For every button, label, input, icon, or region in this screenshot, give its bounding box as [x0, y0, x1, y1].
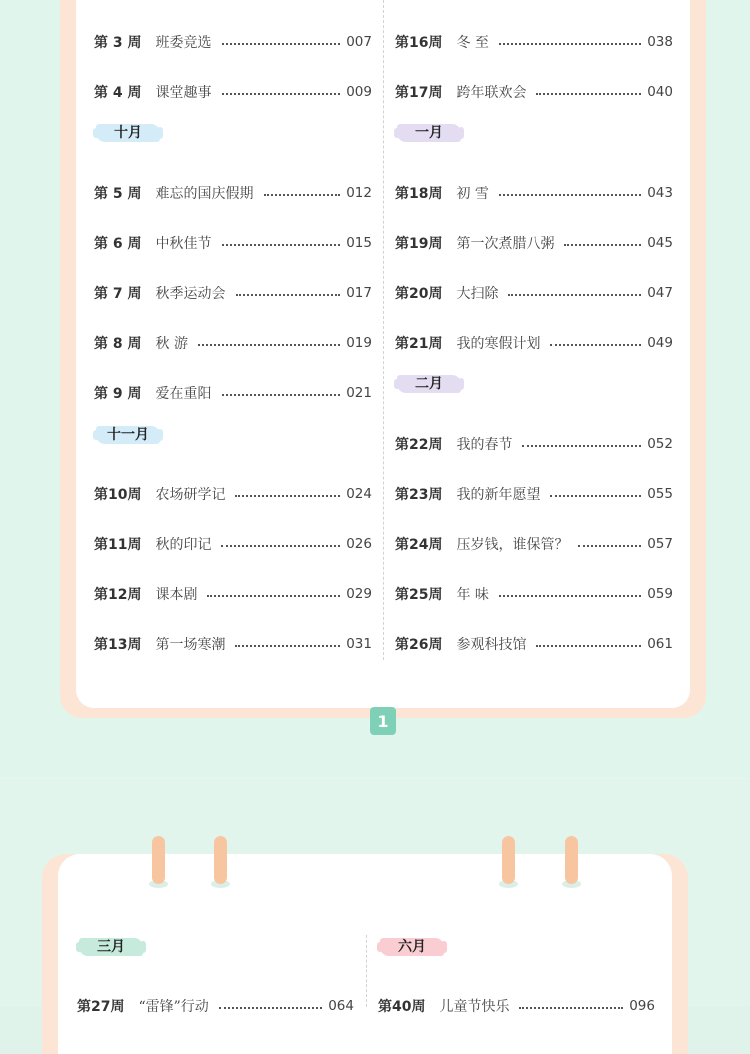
- week-label: 第 5 周: [94, 185, 142, 202]
- leader-dots: [219, 1007, 322, 1009]
- week-label: 第10周: [94, 486, 142, 503]
- entry-title: 压岁钱，谁保管？: [456, 537, 569, 553]
- page-number-badge: 1: [370, 707, 396, 735]
- month-label: 三月: [97, 939, 125, 955]
- toc-entry[interactable]: [94, 80, 372, 104]
- leader-dots: [236, 294, 341, 296]
- leader-dots: [222, 93, 341, 95]
- leader-dots: [536, 93, 641, 95]
- week-label: 第16周: [395, 35, 443, 51]
- week-label: 第26周: [395, 637, 443, 654]
- leader-dots: [550, 344, 641, 346]
- leader-dots: [550, 495, 641, 497]
- leader-dots: [536, 645, 641, 647]
- toc-entry[interactable]: [94, 582, 372, 606]
- toc-entry[interactable]: [395, 80, 673, 104]
- toc-entry[interactable]: [94, 231, 372, 255]
- entry-title: 大扫除: [456, 286, 499, 302]
- leader-dots: [499, 194, 641, 196]
- entry-title: 农场研学记: [155, 486, 226, 503]
- week-label: 第 8 周: [94, 336, 142, 353]
- toc-entry[interactable]: [94, 281, 372, 305]
- entry-title: 我的新年愿望: [456, 486, 541, 503]
- entry-title: 冬 至: [456, 35, 489, 51]
- leader-dots: [578, 545, 641, 547]
- week-label: 第12周: [94, 587, 142, 604]
- week-label: 第 6 周: [94, 235, 142, 252]
- entry-title: 我的寒假计划: [456, 336, 541, 353]
- entry-title: 课本剧: [155, 587, 198, 604]
- toc-entry[interactable]: [395, 532, 673, 556]
- leader-dots: [499, 595, 641, 597]
- leader-dots: [499, 43, 641, 45]
- leader-dots: [198, 344, 340, 346]
- leader-dots: [222, 244, 341, 246]
- binder-ring: [214, 836, 227, 884]
- month-tag: [380, 936, 444, 956]
- week-label: 第22周: [395, 436, 443, 453]
- toc-entry[interactable]: [395, 231, 673, 255]
- entry-title: 秋 游: [155, 336, 188, 353]
- toc-entry[interactable]: [94, 331, 372, 355]
- leader-dots: [207, 595, 340, 597]
- page-number: 055: [647, 485, 673, 502]
- week-label: 第 7 周: [94, 286, 142, 302]
- month-tag: [79, 936, 143, 956]
- binder-ring: [502, 836, 515, 884]
- page-number: 012: [346, 184, 372, 201]
- toc-entry[interactable]: [94, 181, 372, 205]
- leader-dots: [519, 1007, 623, 1009]
- month-label: 六月: [398, 939, 426, 955]
- month-label: 十一月: [107, 426, 149, 443]
- week-label: 第13周: [94, 637, 142, 654]
- week-label: 第 3 周: [94, 35, 142, 51]
- entry-title: 中秋佳节: [155, 235, 212, 252]
- toc-entry[interactable]: [395, 432, 673, 456]
- page-number: 007: [346, 34, 372, 50]
- toc-entry[interactable]: [395, 30, 673, 54]
- page-number: 031: [346, 636, 372, 653]
- entry-title: 跨年联欢会: [456, 85, 527, 102]
- week-label: 第23周: [395, 486, 443, 503]
- week-label: 第24周: [395, 537, 443, 553]
- column-divider-2: [366, 935, 367, 1007]
- page-number: 096: [629, 998, 655, 1014]
- toc-entry[interactable]: [378, 994, 655, 1018]
- month-tag: [96, 424, 160, 444]
- month-tag: [397, 373, 461, 393]
- page-number: 019: [346, 335, 372, 352]
- leader-dots: [508, 294, 641, 296]
- page-number: 021: [346, 385, 372, 402]
- week-label: 第 4 周: [94, 85, 142, 102]
- page-number: 047: [647, 285, 673, 301]
- entry-title: 年 味: [456, 587, 489, 604]
- page-number: 043: [647, 184, 673, 201]
- page-number: 052: [647, 435, 673, 452]
- toc-entry[interactable]: [94, 381, 372, 405]
- week-label: 第19周: [395, 235, 443, 252]
- week-label: 第17周: [395, 85, 443, 102]
- week-label: 第27周: [77, 999, 125, 1015]
- page-number: 029: [346, 586, 372, 603]
- leader-dots: [235, 495, 340, 497]
- entry-title: 第一场寒潮: [155, 637, 226, 654]
- entry-title: 第一次煮腊八粥: [456, 235, 555, 252]
- month-label: 十月: [114, 125, 142, 142]
- week-label: 第25周: [395, 587, 443, 604]
- toc-entry[interactable]: [395, 482, 673, 506]
- entry-title: 秋的印记: [155, 537, 212, 553]
- month-label: 二月: [415, 376, 443, 393]
- week-label: 第20周: [395, 286, 443, 302]
- entry-title: 我的春节: [456, 436, 513, 453]
- page-number: 009: [346, 84, 372, 101]
- page-number: 064: [328, 998, 354, 1014]
- week-label: 第40周: [378, 999, 426, 1015]
- leader-dots: [222, 43, 341, 45]
- entry-title: 秋季运动会: [155, 286, 226, 302]
- month-tag: [96, 122, 160, 142]
- month-tag: [397, 122, 461, 142]
- toc-entry[interactable]: [94, 532, 372, 556]
- entry-title: 参观科技馆: [456, 637, 527, 654]
- binder-ring: [152, 836, 165, 884]
- entry-title: 班委竞选: [155, 35, 212, 51]
- column-divider-1: [383, 0, 384, 660]
- toc-entry[interactable]: [77, 994, 354, 1018]
- week-label: 第 9 周: [94, 386, 142, 403]
- page-number: 057: [647, 536, 673, 552]
- entry-title: 难忘的国庆假期: [155, 185, 254, 202]
- page-number: 049: [647, 335, 673, 352]
- leader-dots: [235, 645, 340, 647]
- leader-dots: [522, 445, 641, 447]
- week-label: 第18周: [395, 185, 443, 202]
- toc-entry[interactable]: [94, 30, 372, 54]
- page-number: 026: [346, 536, 372, 552]
- leader-dots: [222, 394, 341, 396]
- entry-title: 爱在重阳: [155, 386, 212, 403]
- leader-dots: [264, 194, 341, 196]
- leader-dots: [221, 545, 340, 547]
- week-label: 第21周: [395, 336, 443, 353]
- page-number: 059: [647, 586, 673, 603]
- page-number: 045: [647, 234, 673, 251]
- toc-entry[interactable]: [395, 331, 673, 355]
- binder-ring: [565, 836, 578, 884]
- page-number: 040: [647, 84, 673, 101]
- toc-entry[interactable]: [94, 632, 372, 656]
- entry-title: 初 雪: [456, 185, 489, 202]
- week-label: 第11周: [94, 537, 142, 553]
- entry-title: “雷锋”行动: [138, 999, 209, 1015]
- toc-entry[interactable]: [94, 482, 372, 506]
- toc-entry[interactable]: [395, 582, 673, 606]
- month-label: 一月: [415, 125, 443, 142]
- page-number: 024: [346, 485, 372, 502]
- leader-dots: [564, 244, 641, 246]
- entry-title: 儿童节快乐: [439, 999, 510, 1015]
- page-number: 015: [346, 234, 372, 251]
- toc-entry[interactable]: [395, 181, 673, 205]
- entry-title: 课堂趣事: [155, 85, 212, 102]
- page-number: 038: [647, 34, 673, 50]
- page-number: 017: [346, 285, 372, 301]
- page-number: 061: [647, 636, 673, 653]
- toc-entry[interactable]: [395, 632, 673, 656]
- toc-entry[interactable]: [395, 281, 673, 305]
